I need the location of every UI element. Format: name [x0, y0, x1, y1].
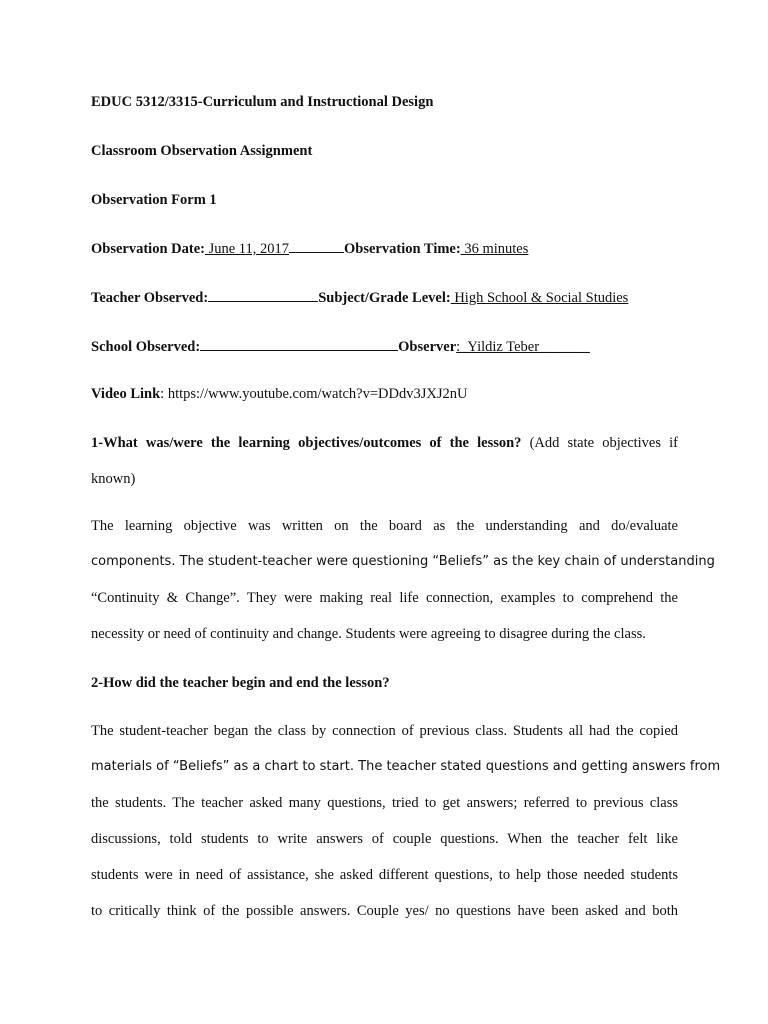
- observation-date-row: [91, 239, 528, 258]
- video-label: Video Link: [91, 386, 161, 402]
- teacher-row: [91, 288, 628, 307]
- school-underline: [200, 337, 398, 351]
- time-value: 36 minutes: [460, 241, 529, 257]
- question-1: [91, 434, 678, 506]
- date-value: June 11, 2017: [204, 241, 290, 257]
- form-title: Observation Form 1: [91, 192, 217, 208]
- date-underline: [289, 239, 344, 253]
- question-1-note: (Add state objectives if: [521, 435, 679, 451]
- answer-2-line: discussions, told students to write answers of couple questions. When the teacher felt like: [91, 831, 678, 847]
- date-label: Observation Date:: [91, 241, 205, 257]
- time-label: Observation Time:: [344, 241, 461, 257]
- video-link-row: [91, 385, 467, 403]
- school-label: School Observed:: [91, 339, 201, 355]
- course-title: EDUC 5312/3315-Curriculum and Instructional Design: [91, 94, 434, 110]
- question-2-text: 2-How did the teacher begin and end the lesson?: [91, 675, 390, 691]
- observer-trail: _______: [539, 339, 590, 355]
- question-1-note-cont: known): [91, 471, 136, 487]
- answer-2-line: the students. The teacher asked many questions, tried to get answers; referred to previous class: [91, 795, 678, 811]
- teacher-label: Teacher Observed:: [91, 290, 209, 306]
- answer-2-line: students were in need of assistance, she asked different questions, to help those needed students: [91, 867, 678, 883]
- video-link[interactable]: : https://www.youtube.com/watch?v=DDdv3JXJ2nU: [160, 386, 468, 402]
- answer-1: [91, 517, 715, 661]
- subject-label: Subject/Grade Level:: [318, 290, 451, 306]
- answer-2-line: to critically think of the possible answers. Couple yes/ no questions have been asked and both: [91, 903, 678, 919]
- answer-2-line: The student-teacher began the class by connection of previous class. Students all had the copied: [91, 723, 678, 739]
- observer-value: :_Yildiz Teber: [456, 339, 540, 355]
- school-row: [91, 337, 590, 356]
- answer-1-line: necessity or need of continuity and change. Students were agreeing to disagree during the class.: [91, 626, 646, 642]
- answer-1-line: components. The student-teacher were questioning “Beliefs” as the key chain of understanding: [91, 554, 715, 569]
- answer-2: [91, 722, 721, 938]
- answer-1-line: “Continuity & Change”. They were making real life connection, examples to comprehend the: [91, 590, 678, 606]
- subject-value: High School & Social Studies: [450, 290, 629, 306]
- teacher-underline: [208, 288, 318, 302]
- observer-label: Observer: [398, 339, 457, 355]
- question-1-line: [91, 434, 678, 470]
- answer-1-line: The learning objective was written on the board as the understanding and do/evaluate: [91, 518, 678, 534]
- question-1-text: 1-What was/were the learning objectives/outcomes of the lesson?: [91, 435, 522, 451]
- answer-2-line: materials of “Beliefs” as a chart to start. The teacher stated questions and getting answers from: [91, 759, 721, 774]
- assignment-title: Classroom Observation Assignment: [91, 143, 313, 159]
